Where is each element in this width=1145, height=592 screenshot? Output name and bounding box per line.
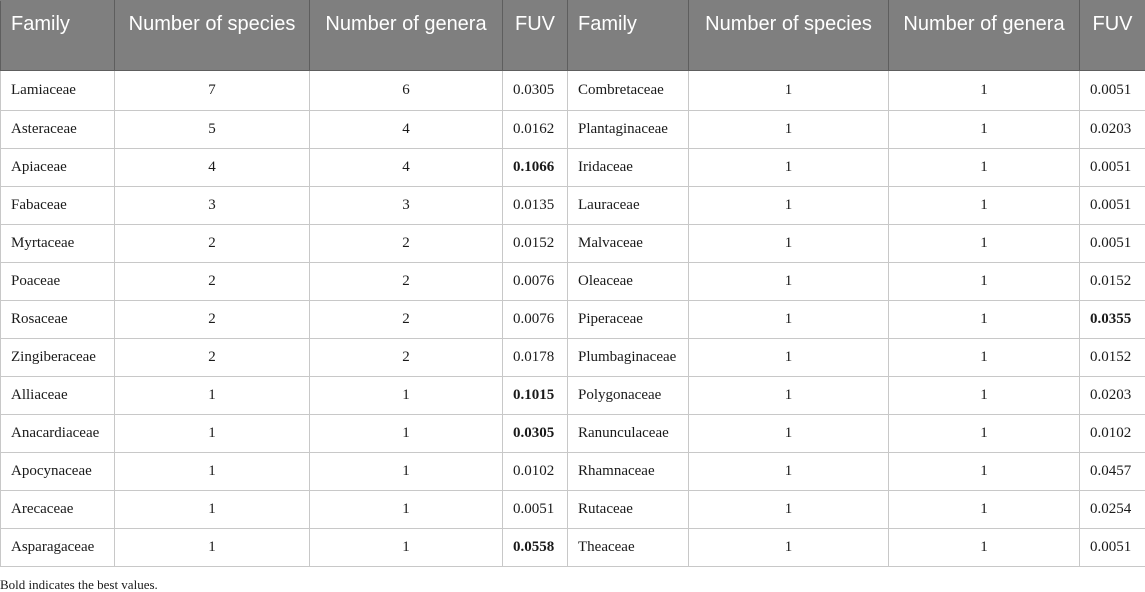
table-footnote: Bold indicates the best values. [0, 577, 158, 592]
cell-genera-count: 1 [310, 377, 503, 415]
cell-genera-count: 1 [310, 529, 503, 567]
table-row [1, 339, 1145, 377]
cell-family: Iridaceae [568, 149, 689, 187]
header-row [1, 1, 1145, 71]
cell-genera-count: 1 [889, 415, 1080, 453]
table-row [1, 377, 1145, 415]
cell-genera-count: 1 [889, 187, 1080, 225]
cell-family: Malvaceae [568, 225, 689, 263]
cell-genera-count: 1 [889, 263, 1080, 301]
cell-family: Zingiberaceae [1, 339, 115, 377]
cell-family: Apocynaceae [1, 453, 115, 491]
cell-species-count: 3 [115, 187, 310, 225]
cell-fuv: 0.0457 [1080, 453, 1145, 491]
cell-species-count: 1 [115, 415, 310, 453]
cell-genera-count: 1 [889, 491, 1080, 529]
cell-fuv: 0.0051 [1080, 529, 1145, 567]
cell-genera-count: 3 [310, 187, 503, 225]
cell-genera-count: 2 [310, 263, 503, 301]
cell-species-count: 1 [689, 377, 889, 415]
cell-species-count: 4 [115, 149, 310, 187]
cell-species-count: 1 [689, 149, 889, 187]
cell-genera-count: 1 [310, 491, 503, 529]
cell-family: Apiaceae [1, 149, 115, 187]
table-row [1, 111, 1145, 149]
cell-family: Oleaceae [568, 263, 689, 301]
cell-genera-count: 4 [310, 111, 503, 149]
cell-fuv: 0.0152 [503, 225, 568, 263]
cell-species-count: 1 [115, 453, 310, 491]
cell-family: Asteraceae [1, 111, 115, 149]
cell-genera-count: 1 [889, 529, 1080, 567]
cell-family: Alliaceae [1, 377, 115, 415]
cell-species-count: 5 [115, 111, 310, 149]
cell-family: Rutaceae [568, 491, 689, 529]
cell-genera-count: 6 [310, 71, 503, 111]
cell-species-count: 1 [689, 415, 889, 453]
cell-fuv: 0.0102 [1080, 415, 1145, 453]
header-family: Family [1, 1, 115, 71]
header-number-of-species-2: Number of species [689, 1, 889, 71]
cell-species-count: 1 [689, 453, 889, 491]
cell-fuv: 0.0152 [1080, 339, 1145, 377]
cell-family: Poaceae [1, 263, 115, 301]
cell-species-count: 1 [689, 111, 889, 149]
cell-fuv: 0.0051 [1080, 187, 1145, 225]
header-number-of-genera-2: Number of genera [889, 1, 1080, 71]
cell-family: Myrtaceae [1, 225, 115, 263]
cell-family: Asparagaceae [1, 529, 115, 567]
cell-fuv: 0.0254 [1080, 491, 1145, 529]
table-row [1, 415, 1145, 453]
cell-species-count: 1 [689, 529, 889, 567]
cell-fuv: 0.0305 [503, 415, 568, 453]
cell-fuv: 0.0203 [1080, 377, 1145, 415]
cell-family: Piperaceae [568, 301, 689, 339]
cell-fuv: 0.0162 [503, 111, 568, 149]
cell-fuv: 0.0076 [503, 263, 568, 301]
header-number-of-species: Number of species [115, 1, 310, 71]
header-number-of-genera: Number of genera [310, 1, 503, 71]
table-row [1, 225, 1145, 263]
cell-family: Rhamnaceae [568, 453, 689, 491]
cell-species-count: 2 [115, 263, 310, 301]
cell-species-count: 1 [689, 225, 889, 263]
header-fuv: FUV [503, 1, 568, 71]
table-row [1, 71, 1145, 111]
cell-species-count: 1 [689, 339, 889, 377]
cell-genera-count: 2 [310, 301, 503, 339]
cell-family: Plumbaginaceae [568, 339, 689, 377]
cell-family: Arecaceae [1, 491, 115, 529]
cell-fuv: 0.0051 [1080, 225, 1145, 263]
cell-species-count: 1 [115, 377, 310, 415]
cell-genera-count: 1 [310, 415, 503, 453]
cell-genera-count: 1 [889, 339, 1080, 377]
cell-species-count: 1 [115, 529, 310, 567]
cell-species-count: 1 [689, 187, 889, 225]
cell-fuv: 0.1066 [503, 149, 568, 187]
cell-genera-count: 1 [310, 453, 503, 491]
cell-species-count: 1 [689, 491, 889, 529]
cell-family: Theaceae [568, 529, 689, 567]
cell-family: Polygonaceae [568, 377, 689, 415]
table-row [1, 529, 1145, 567]
cell-species-count: 1 [689, 71, 889, 111]
cell-fuv: 0.0558 [503, 529, 568, 567]
cell-genera-count: 2 [310, 339, 503, 377]
table-row [1, 187, 1145, 225]
cell-fuv: 0.0305 [503, 71, 568, 111]
cell-fuv: 0.0355 [1080, 301, 1145, 339]
cell-genera-count: 1 [889, 149, 1080, 187]
cell-species-count: 2 [115, 339, 310, 377]
cell-fuv: 0.0203 [1080, 111, 1145, 149]
cell-family: Combretaceae [568, 71, 689, 111]
cell-genera-count: 1 [889, 111, 1080, 149]
cell-genera-count: 1 [889, 453, 1080, 491]
cell-genera-count: 2 [310, 225, 503, 263]
cell-species-count: 2 [115, 301, 310, 339]
cell-genera-count: 1 [889, 71, 1080, 111]
cell-family: Anacardiaceae [1, 415, 115, 453]
cell-species-count: 1 [689, 301, 889, 339]
cell-genera-count: 4 [310, 149, 503, 187]
cell-fuv: 0.0135 [503, 187, 568, 225]
header-fuv-2: FUV [1080, 1, 1145, 71]
cell-genera-count: 1 [889, 301, 1080, 339]
cell-family: Ranunculaceae [568, 415, 689, 453]
table-row [1, 453, 1145, 491]
cell-fuv: 0.0051 [503, 491, 568, 529]
table-header [1, 1, 1145, 71]
cell-fuv: 0.0178 [503, 339, 568, 377]
cell-fuv: 0.0051 [1080, 71, 1145, 111]
cell-fuv: 0.0102 [503, 453, 568, 491]
cell-family: Plantaginaceae [568, 111, 689, 149]
table-row [1, 491, 1145, 529]
cell-family: Fabaceae [1, 187, 115, 225]
cell-species-count: 1 [115, 491, 310, 529]
table-body [1, 71, 1145, 567]
cell-genera-count: 1 [889, 225, 1080, 263]
cell-family: Lamiaceae [1, 71, 115, 111]
cell-family: Lauraceae [568, 187, 689, 225]
cell-fuv: 0.0076 [503, 301, 568, 339]
cell-species-count: 7 [115, 71, 310, 111]
cell-species-count: 2 [115, 225, 310, 263]
header-family-2: Family [568, 1, 689, 71]
cell-family: Rosaceae [1, 301, 115, 339]
table-row [1, 263, 1145, 301]
cell-fuv: 0.1015 [503, 377, 568, 415]
cell-fuv: 0.0051 [1080, 149, 1145, 187]
cell-fuv: 0.0152 [1080, 263, 1145, 301]
cell-genera-count: 1 [889, 377, 1080, 415]
table-row [1, 149, 1145, 187]
table-row [1, 301, 1145, 339]
cell-species-count: 1 [689, 263, 889, 301]
